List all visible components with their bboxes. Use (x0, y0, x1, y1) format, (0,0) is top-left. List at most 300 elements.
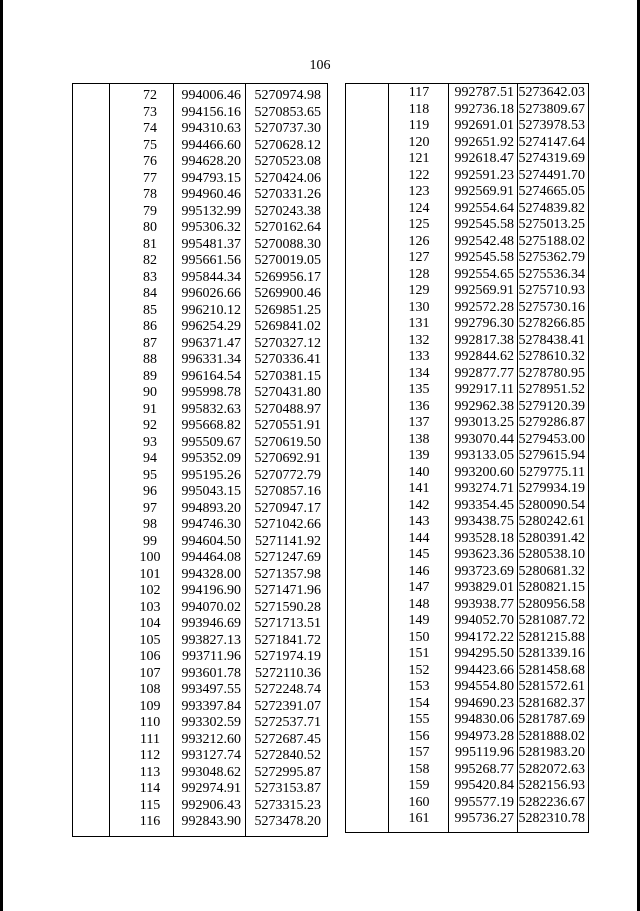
point-number-cell: 72 (143, 88, 157, 103)
table-row (346, 662, 588, 679)
x-coordinate-cell: 993133.05 (454, 448, 514, 463)
point-number-cell: 132 (408, 332, 430, 348)
y-coordinate-cell: 5270628.12 (254, 137, 321, 153)
table-row (73, 203, 327, 220)
y-coordinate-cell: 5270019.05 (254, 253, 321, 268)
table-row (346, 414, 588, 431)
table-row (73, 566, 327, 583)
point-number-cell: 118 (408, 101, 430, 117)
y-coordinate-cell: 5281458.68 (518, 662, 585, 678)
x-coordinate-cell: 994746.30 (181, 517, 241, 532)
y-coordinate-cell: 5270692.91 (254, 451, 321, 466)
x-coordinate-cell: 994006.46 (181, 88, 241, 103)
y-coordinate-cell: 5273642.03 (518, 85, 585, 100)
x-coordinate-cell: 995352.09 (181, 451, 241, 466)
point-number-cell: 80 (143, 220, 157, 235)
x-coordinate-cell: 994172.22 (454, 629, 514, 645)
point-number-cell: 77 (143, 170, 157, 186)
x-coordinate-cell: 995668.82 (181, 418, 241, 433)
x-coordinate-cell: 992844.62 (454, 349, 514, 364)
x-coordinate-cell: 993946.69 (181, 616, 241, 631)
point-number-cell: 112 (139, 748, 161, 763)
point-number-cell: 151 (408, 646, 430, 661)
y-coordinate-cell: 5274491.70 (518, 167, 585, 183)
x-coordinate-cell: 994960.46 (181, 187, 241, 202)
y-coordinate-cell: 5278610.32 (518, 349, 585, 364)
x-coordinate-cell: 994196.90 (181, 583, 241, 598)
point-number-cell: 129 (408, 283, 430, 298)
table-row (73, 714, 327, 731)
table-row (346, 134, 588, 151)
table-row (346, 431, 588, 448)
x-coordinate-cell: 993070.44 (454, 431, 514, 447)
point-number-cell: 75 (143, 137, 157, 153)
y-coordinate-cell: 5270619.50 (254, 434, 321, 450)
x-coordinate-cell: 992545.58 (454, 250, 514, 265)
y-coordinate-cell: 5275730.16 (518, 299, 585, 315)
page-number: 106 (309, 58, 331, 73)
x-coordinate-cell: 995420.84 (454, 778, 514, 793)
y-coordinate-cell: 5272687.45 (254, 731, 321, 747)
table-row (346, 744, 588, 761)
table-row (73, 401, 327, 418)
table-row (73, 434, 327, 451)
coordinates-table-left (72, 83, 328, 837)
x-coordinate-cell: 992569.91 (454, 184, 514, 199)
y-coordinate-cell: 5275710.93 (518, 283, 585, 298)
y-coordinate-cell: 5281983.20 (518, 745, 585, 760)
y-coordinate-cell: 5280681.32 (518, 563, 585, 579)
table-row (73, 648, 327, 665)
x-coordinate-cell: 992651.92 (454, 134, 514, 150)
y-coordinate-cell: 5270336.41 (254, 352, 321, 367)
table-row (73, 582, 327, 599)
x-coordinate-cell: 993497.55 (181, 682, 241, 697)
table-row (346, 447, 588, 464)
y-coordinate-cell: 5270857.16 (254, 484, 321, 499)
y-coordinate-cell: 5273315.23 (254, 797, 321, 813)
point-number-cell: 85 (143, 302, 157, 318)
table-row (73, 417, 327, 434)
y-coordinate-cell: 5270551.91 (254, 418, 321, 433)
table-row (73, 87, 327, 104)
y-coordinate-cell: 5275013.25 (518, 217, 585, 232)
y-coordinate-cell: 5280538.10 (518, 547, 585, 562)
x-coordinate-cell: 994423.66 (454, 662, 514, 678)
point-number-cell: 157 (408, 745, 430, 760)
point-number-cell: 108 (139, 682, 161, 697)
point-number-cell: 130 (408, 299, 430, 315)
point-number-cell: 158 (408, 761, 430, 777)
y-coordinate-cell: 5270737.30 (254, 121, 321, 136)
point-number-cell: 113 (139, 764, 161, 780)
point-number-cell: 135 (408, 382, 430, 397)
point-number-cell: 137 (408, 415, 430, 430)
x-coordinate-cell: 993013.25 (454, 415, 514, 430)
x-coordinate-cell: 995844.34 (181, 269, 241, 285)
x-coordinate-cell: 993623.36 (454, 547, 514, 562)
point-number-cell: 116 (139, 814, 161, 829)
table-row (346, 150, 588, 167)
point-number-cell: 136 (408, 398, 430, 414)
y-coordinate-cell: 5280391.42 (518, 530, 585, 546)
x-coordinate-cell: 992618.47 (454, 151, 514, 166)
x-coordinate-cell: 995132.99 (181, 203, 241, 219)
x-coordinate-cell: 992787.51 (454, 85, 514, 100)
table-row (346, 398, 588, 415)
table-row (73, 219, 327, 236)
y-coordinate-cell: 5273153.87 (254, 781, 321, 796)
table-row (73, 516, 327, 533)
x-coordinate-cell: 995832.63 (181, 401, 241, 417)
x-coordinate-cell: 992569.91 (454, 283, 514, 298)
x-coordinate-cell: 994466.60 (181, 137, 241, 153)
y-coordinate-cell: 5281682.37 (518, 695, 585, 711)
point-number-cell: 97 (143, 500, 157, 516)
point-number-cell: 149 (408, 613, 430, 628)
y-coordinate-cell: 5275362.79 (518, 250, 585, 265)
y-coordinate-cell: 5278780.95 (518, 365, 585, 381)
point-number-cell: 103 (139, 599, 161, 615)
x-coordinate-cell: 993938.77 (454, 596, 514, 612)
point-number-cell: 125 (408, 217, 430, 232)
x-coordinate-cell: 996164.54 (181, 368, 241, 384)
table-row (346, 711, 588, 728)
point-number-cell: 104 (139, 616, 161, 631)
y-coordinate-cell: 5272537.71 (254, 715, 321, 730)
point-number-cell: 121 (408, 151, 430, 166)
table-row (73, 104, 327, 121)
y-coordinate-cell: 5282072.63 (518, 761, 585, 777)
x-coordinate-cell: 992817.38 (454, 332, 514, 348)
point-number-cell: 92 (143, 418, 157, 433)
y-coordinate-cell: 5273809.67 (518, 101, 585, 117)
x-coordinate-cell: 992906.43 (181, 797, 241, 813)
point-number-cell: 122 (408, 167, 430, 183)
y-coordinate-cell: 5272110.36 (255, 665, 321, 681)
y-coordinate-cell: 5282310.78 (518, 811, 585, 826)
table-row (73, 252, 327, 269)
point-number-cell: 89 (143, 368, 157, 384)
point-number-cell: 156 (408, 728, 430, 744)
y-coordinate-cell: 5270327.12 (254, 335, 321, 351)
table-row (346, 579, 588, 596)
point-number-cell: 87 (143, 335, 157, 351)
x-coordinate-cell: 992974.91 (181, 781, 241, 796)
point-number-cell: 83 (143, 269, 157, 285)
table-row (73, 549, 327, 566)
y-coordinate-cell: 5272391.07 (254, 698, 321, 714)
point-number-cell: 140 (408, 464, 430, 480)
y-coordinate-cell: 5280090.54 (518, 497, 585, 513)
point-number-cell: 161 (408, 811, 430, 826)
x-coordinate-cell: 992917.11 (455, 382, 514, 397)
y-coordinate-cell: 5280821.15 (518, 580, 585, 595)
table-row (73, 170, 327, 187)
x-coordinate-cell: 994893.20 (181, 500, 241, 516)
table-row (346, 678, 588, 695)
x-coordinate-cell: 994328.00 (181, 566, 241, 582)
table-row (346, 777, 588, 794)
y-coordinate-cell: 5274665.05 (518, 184, 585, 199)
point-number-cell: 105 (139, 632, 161, 648)
x-coordinate-cell: 993397.84 (181, 698, 241, 714)
point-number-cell: 126 (408, 233, 430, 249)
point-number-cell: 107 (139, 665, 161, 681)
point-number-cell: 147 (408, 580, 430, 595)
table-row (346, 282, 588, 299)
table-row (73, 533, 327, 550)
y-coordinate-cell: 5270974.98 (254, 88, 321, 103)
y-coordinate-cell: 5280242.61 (518, 514, 585, 529)
table-row (73, 599, 327, 616)
table-row (73, 731, 327, 748)
x-coordinate-cell: 994070.02 (181, 599, 241, 615)
x-coordinate-cell: 995268.77 (454, 761, 514, 777)
y-coordinate-cell: 5279615.94 (518, 448, 585, 463)
x-coordinate-cell: 994156.16 (181, 104, 241, 120)
point-number-cell: 79 (143, 203, 157, 219)
point-number-cell: 76 (143, 154, 157, 169)
point-number-cell: 134 (408, 365, 430, 381)
table-row (73, 384, 327, 401)
point-number-cell: 96 (143, 484, 157, 499)
point-number-cell: 139 (408, 448, 430, 463)
point-number-cell: 145 (408, 547, 430, 562)
table-row (346, 233, 588, 250)
x-coordinate-cell: 992796.30 (454, 316, 514, 331)
point-number-cell: 143 (408, 514, 430, 529)
x-coordinate-cell: 994690.23 (454, 695, 514, 711)
x-coordinate-cell: 993048.62 (181, 764, 241, 780)
y-coordinate-cell: 5270381.15 (254, 368, 321, 384)
x-coordinate-cell: 996331.34 (181, 352, 241, 367)
point-number-cell: 84 (143, 286, 157, 301)
y-coordinate-cell: 5278266.85 (518, 316, 585, 331)
table-row (346, 348, 588, 365)
point-number-cell: 91 (143, 401, 157, 417)
y-coordinate-cell: 5279775.11 (519, 464, 585, 480)
x-coordinate-cell: 994464.08 (181, 550, 241, 565)
table-row (346, 464, 588, 481)
x-coordinate-cell: 994295.50 (454, 646, 514, 661)
coordinates-table-right (345, 83, 589, 833)
x-coordinate-cell: 993601.78 (181, 665, 241, 681)
table-row (346, 249, 588, 266)
point-number-cell: 99 (143, 533, 157, 549)
x-coordinate-cell: 993302.59 (181, 715, 241, 730)
x-coordinate-cell: 995736.27 (454, 811, 514, 826)
x-coordinate-cell: 992554.65 (454, 266, 514, 282)
table-row (346, 101, 588, 118)
table-row (346, 381, 588, 398)
scan-edge-left (0, 0, 3, 911)
y-coordinate-cell: 5274147.64 (518, 134, 585, 150)
point-number-cell: 141 (408, 481, 430, 496)
x-coordinate-cell: 995998.78 (181, 385, 241, 400)
y-coordinate-cell: 5274319.69 (518, 151, 585, 166)
y-coordinate-cell: 5271471.96 (254, 583, 321, 598)
x-coordinate-cell: 994830.06 (454, 712, 514, 727)
table-row (346, 612, 588, 629)
x-coordinate-cell: 995043.15 (181, 484, 241, 499)
x-coordinate-cell: 995577.19 (454, 794, 514, 810)
table-row (346, 183, 588, 200)
x-coordinate-cell: 992572.28 (454, 299, 514, 315)
x-coordinate-cell: 993723.69 (454, 563, 514, 579)
table-row (346, 167, 588, 184)
point-number-cell: 120 (408, 134, 430, 150)
y-coordinate-cell: 5281339.16 (518, 646, 585, 661)
y-coordinate-cell: 5270088.30 (254, 236, 321, 252)
table-row (346, 216, 588, 233)
table-row (346, 596, 588, 613)
x-coordinate-cell: 993711.96 (182, 649, 241, 664)
table-row (73, 500, 327, 517)
y-coordinate-cell: 5273978.53 (518, 118, 585, 133)
point-number-cell: 78 (143, 187, 157, 202)
table-row (73, 351, 327, 368)
table-row (73, 681, 327, 698)
point-number-cell: 146 (408, 563, 430, 579)
point-number-cell: 142 (408, 497, 430, 513)
y-coordinate-cell: 5278438.41 (518, 332, 585, 348)
x-coordinate-cell: 993528.18 (454, 530, 514, 546)
x-coordinate-cell: 992554.64 (454, 200, 514, 216)
point-number-cell: 133 (408, 349, 430, 364)
y-coordinate-cell: 5270853.65 (254, 104, 321, 120)
table-row (346, 365, 588, 382)
x-coordinate-cell: 992877.77 (454, 365, 514, 381)
y-coordinate-cell: 5279453.00 (518, 431, 585, 447)
point-number-cell: 88 (143, 352, 157, 367)
x-coordinate-cell: 992545.58 (454, 217, 514, 232)
table-row (346, 117, 588, 134)
point-number-cell: 95 (143, 467, 157, 483)
point-number-cell: 90 (143, 385, 157, 400)
y-coordinate-cell: 5281087.72 (518, 613, 585, 628)
y-coordinate-cell: 5282156.93 (518, 778, 585, 793)
x-coordinate-cell: 995509.67 (181, 434, 241, 450)
x-coordinate-cell: 995195.26 (181, 467, 241, 483)
table-row (73, 450, 327, 467)
y-coordinate-cell: 5270243.38 (254, 203, 321, 219)
x-coordinate-cell: 993274.71 (454, 481, 514, 496)
y-coordinate-cell: 5272248.74 (254, 682, 321, 697)
y-coordinate-cell: 5270162.64 (254, 220, 321, 235)
y-coordinate-cell: 5271141.92 (255, 533, 321, 549)
x-coordinate-cell: 993354.45 (454, 497, 514, 513)
point-number-cell: 138 (408, 431, 430, 447)
point-number-cell: 128 (408, 266, 430, 282)
table-row (73, 153, 327, 170)
y-coordinate-cell: 5271713.51 (254, 616, 321, 631)
point-number-cell: 144 (408, 530, 430, 546)
x-coordinate-cell: 992736.18 (454, 101, 514, 117)
table-row (73, 137, 327, 154)
y-coordinate-cell: 5269956.17 (254, 269, 321, 285)
table-row (73, 665, 327, 682)
table-row (346, 629, 588, 646)
x-coordinate-cell: 996026.66 (181, 286, 241, 301)
table-row (73, 186, 327, 203)
y-coordinate-cell: 5271042.66 (254, 517, 321, 532)
x-coordinate-cell: 994973.28 (454, 728, 514, 744)
x-coordinate-cell: 993212.60 (181, 731, 241, 747)
y-coordinate-cell: 5275188.02 (518, 233, 585, 249)
point-number-cell: 110 (139, 715, 161, 730)
x-coordinate-cell: 992962.38 (454, 398, 514, 414)
table-row (346, 84, 588, 101)
table-row (346, 332, 588, 349)
table-row (73, 467, 327, 484)
x-coordinate-cell: 994310.63 (181, 121, 241, 136)
table-row (346, 200, 588, 217)
table-row (73, 764, 327, 781)
y-coordinate-cell: 5279286.87 (518, 415, 585, 430)
y-coordinate-cell: 5270331.26 (254, 187, 321, 202)
point-number-cell: 98 (143, 517, 157, 532)
table-row (73, 269, 327, 286)
x-coordinate-cell: 993200.60 (454, 464, 514, 480)
point-number-cell: 102 (139, 583, 161, 598)
x-coordinate-cell: 992542.48 (454, 233, 514, 249)
table-row (346, 530, 588, 547)
table-row (73, 236, 327, 253)
table-row (346, 563, 588, 580)
table-row (73, 368, 327, 385)
x-coordinate-cell: 994628.20 (181, 154, 241, 169)
x-coordinate-cell: 996254.29 (181, 319, 241, 334)
y-coordinate-cell: 5280956.58 (518, 596, 585, 612)
table-row (346, 497, 588, 514)
table-row (73, 302, 327, 319)
table-row (73, 483, 327, 500)
point-number-cell: 155 (408, 712, 430, 727)
table-row (73, 632, 327, 649)
y-coordinate-cell: 5269900.46 (254, 286, 321, 301)
table-row (346, 645, 588, 662)
table-row (73, 615, 327, 632)
x-coordinate-cell: 993127.74 (181, 748, 241, 763)
point-number-cell: 117 (408, 85, 430, 100)
point-number-cell: 106 (139, 649, 161, 664)
y-coordinate-cell: 5275536.34 (518, 266, 585, 282)
y-coordinate-cell: 5281787.69 (518, 712, 585, 727)
point-number-cell: 150 (408, 629, 430, 645)
table-row (73, 318, 327, 335)
y-coordinate-cell: 5282236.67 (518, 794, 585, 810)
table-row (73, 335, 327, 352)
y-coordinate-cell: 5271841.72 (254, 632, 321, 648)
point-number-cell: 154 (408, 695, 430, 711)
y-coordinate-cell: 5271590.28 (254, 599, 321, 615)
table-row (73, 780, 327, 797)
point-number-cell: 115 (139, 797, 161, 813)
table-row (346, 480, 588, 497)
table-row (73, 285, 327, 302)
point-number-cell: 119 (408, 118, 430, 133)
point-number-cell: 86 (143, 319, 157, 334)
y-coordinate-cell: 5271357.98 (254, 566, 321, 582)
y-coordinate-cell: 5270488.97 (254, 401, 321, 417)
y-coordinate-cell: 5270523.08 (254, 154, 321, 169)
table-row (346, 761, 588, 778)
x-coordinate-cell: 996210.12 (181, 302, 241, 318)
point-number-cell: 148 (408, 596, 430, 612)
point-number-cell: 114 (139, 781, 161, 796)
x-coordinate-cell: 992843.90 (181, 814, 241, 829)
